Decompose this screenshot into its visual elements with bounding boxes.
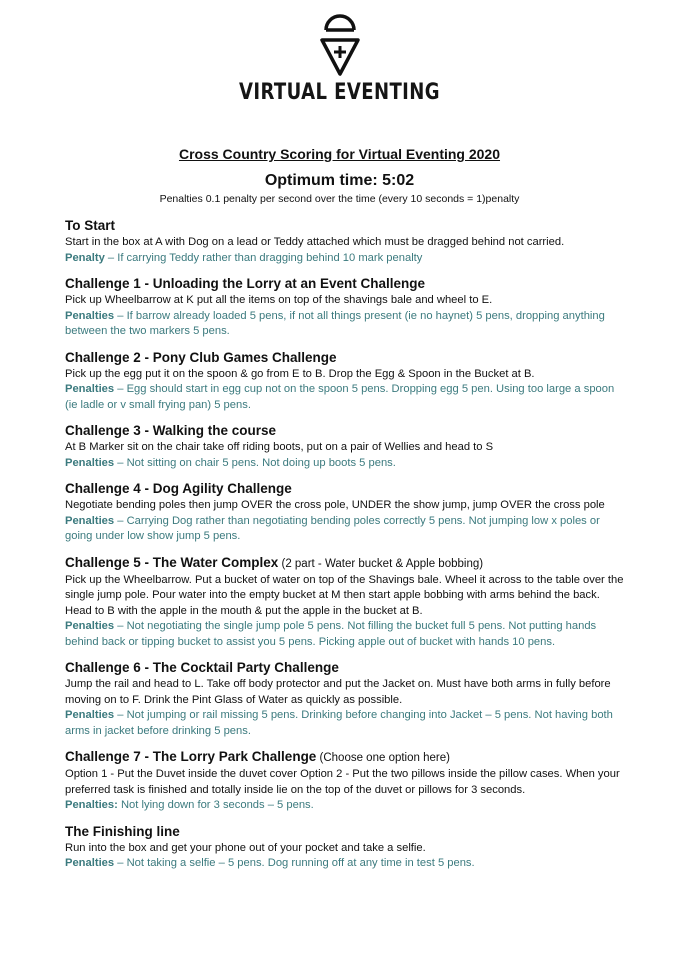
section-heading: Challenge 4 - Dog Agility Challenge — [65, 481, 292, 496]
section-penalty: Penalties – If barrow already loaded 5 pens, if not all things present (ie no haynet) 5 pens, dropping anything between the two markers 5 pens. — [65, 309, 605, 337]
section-body: Pick up Wheelbarrow at K put all the items on top of the shavings bale and wheel to E. — [65, 294, 493, 306]
section-body: Option 1 - Put the Duvet inside the duvet cover Option 2 - Put the two pillows inside the pillow cases. When your preferred task is finished and totally inside lie on the top of the duvet or pillows for 3 seconds. — [65, 768, 620, 796]
section-to-start — [65, 217, 625, 266]
section-challenge-4 — [65, 480, 625, 545]
section-challenge-5 — [65, 554, 625, 651]
section-heading: Challenge 6 - The Cocktail Party Challenge — [65, 660, 339, 675]
section-heading: The Finishing line — [65, 823, 180, 839]
section-challenge-6 — [65, 659, 625, 739]
section-heading: Challenge 3 - Walking the course — [65, 423, 277, 438]
section-penalty: Penalties – Not jumping or rail missing 5 pens. Drinking before changing into Jacket – 5 pens. Not having both arms in jacket before drinking 5 pens. — [65, 709, 613, 737]
section-heading: To Start — [65, 218, 115, 233]
section-penalty: Penalties – Carrying Dog rather than negotiating bending poles correctly 5 pens. Not jumping low x poles or going under low show jump 5 pens. — [65, 514, 600, 542]
section-penalty: Penalties – Not taking a selfie – 5 pens. Dog running off at any time in test 5 pens. — [65, 857, 475, 869]
section-body: Pick up the egg put it on the spoon & go from E to B. Drop the Egg & Spoon in the Bucket at B. — [65, 367, 535, 380]
section-challenge-7 — [65, 748, 625, 814]
section-body: At B Marker sit on the chair take off riding boots, put on a pair of Wellies and head to S — [65, 441, 494, 453]
page-title: Cross Country Scoring for Virtual Eventing 2020 — [178, 146, 501, 162]
section-subheading: (Choose one option here) — [316, 752, 450, 764]
section-body: Start in the box at A with Dog on a lead or Teddy attached which must be dragged behind not carried. — [65, 236, 565, 248]
section-penalty: Penalties – Egg should start in egg cup not on the spoon 5 pens. Dropping egg 5 pen. Using too large a spoon (ie ladle or v small frying pan) 5 pens. — [65, 383, 615, 411]
ice-cream-cone-e-logo-icon — [318, 12, 362, 76]
section-subheading: (2 part - Water bucket & Apple bobbing) — [278, 557, 484, 570]
section-penalty: Penalty – If carrying Teddy rather than dragging behind 10 mark penalty — [65, 251, 423, 264]
section-body: Negotiate bending poles then jump OVER the cross pole, UNDER the show jump, jump OVER the cross pole — [65, 499, 605, 511]
section-heading: Challenge 5 - The Water Complex (2 part - Water bucket & Apple bobbing) — [65, 554, 484, 570]
brand-name: VIRTUAL EVENTING — [238, 80, 441, 105]
section-challenge-2 — [65, 349, 625, 414]
section-body: Run into the box and get your phone out of your pocket and take a selfie. — [65, 841, 426, 854]
section-challenge-3 — [65, 422, 625, 471]
section-body: Jump the rail and head to L. Take off body protector and put the Jacket on. Must have both arms in fully before moving on to F. Drink the Pint Glass of Water as quickly as possible. — [65, 678, 611, 706]
section-penalty: Penalties: Not lying down for 3 seconds – 5 pens. — [65, 799, 314, 811]
section-heading: Challenge 1 - Unloading the Lorry at an Event Challenge — [65, 276, 426, 291]
section-heading: Challenge 7 - The Lorry Park Challenge (Choose one option here) — [65, 749, 450, 764]
rules-list — [65, 217, 625, 881]
virtual-eventing-logo — [0, 12, 679, 105]
section-heading: Challenge 2 - Pony Club Games Challenge — [65, 349, 337, 365]
section-body: Pick up the Wheelbarrow. Put a bucket of water on top of the Shavings bale. Wheel it across to the table over the single jump pole. Pour water into the empty bucket at M then start apple bobbing with arms behind the back. Head to B with the apple in the mouth & put the apple in the bucket at B. — [65, 573, 624, 617]
section-challenge-1 — [65, 275, 625, 340]
section-penalty: Penalties – Not negotiating the single jump pole 5 pens. Not filling the bucket full 5 pens. Not putting hands behind back or tipping bucket to assist you 5 pens. Picking apple out of bucket with hands 10 pens. — [65, 620, 597, 648]
penalty-note: Penalties 0.1 penalty per second over the time (every 10 seconds = 1)penalty — [159, 193, 520, 205]
section-finishing-line — [65, 823, 625, 872]
optimum-time: Optimum time: 5:02 — [264, 172, 415, 189]
section-penalty: Penalties – Not sitting on chair 5 pens. Not doing up boots 5 pens. — [65, 456, 396, 469]
